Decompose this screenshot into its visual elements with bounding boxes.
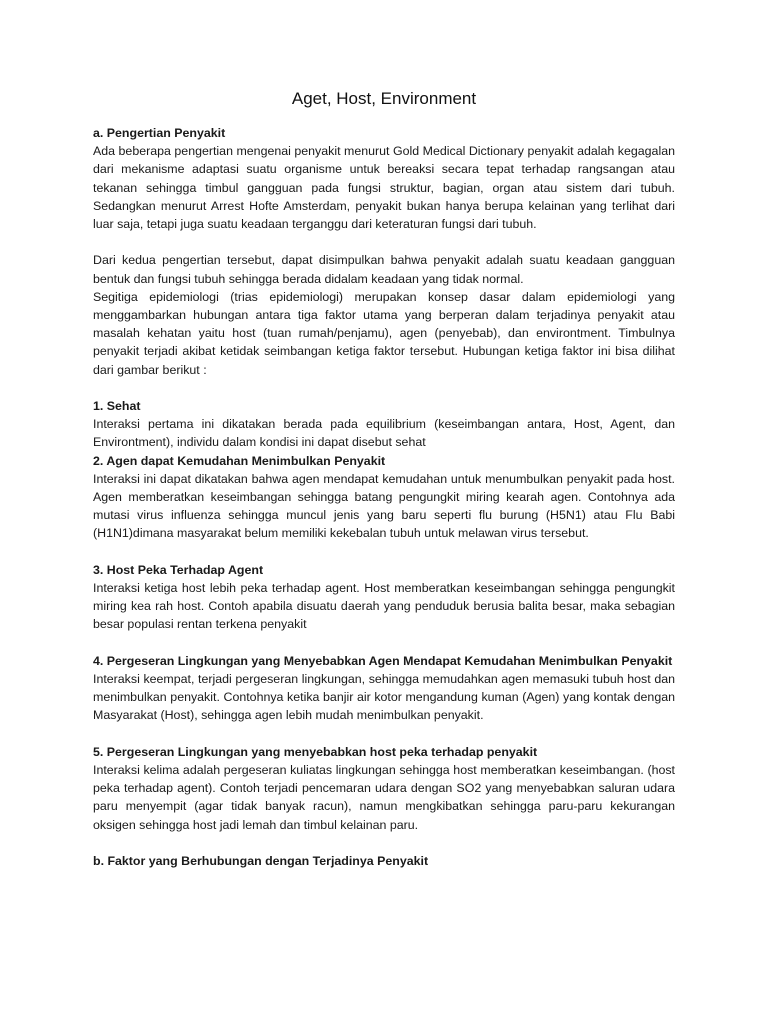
item-1-heading: 1. Sehat [93,399,141,414]
item-2-heading: 2. Agen dapat Kemudahan Menimbulkan Penyakit [93,453,386,468]
item-1-text: Interaksi pertama ini dikatakan berada pada equilibrium (keseimbangan antara, Host, Agent, dan Environtment), individu dalam kondisi ini dapat disebut sehat [93,417,675,450]
paragraph-spacer [93,834,675,852]
section-a-heading: a. Pengertian Penyakit [93,126,226,140]
item-3-heading: 3. Host Peka Terhadap Agent [93,562,264,577]
item-5-text: Interaksi kelima adalah pergeseran kuliatas lingkungan sehingga host memberatkan keseimbangan. (host peka terhadap agent). Contoh terjadi pencemaran udara dengan SO2 yang menyebabkan saluran udara paru menyempit (agar tidak banyak racun), namun mengkibatkan sehingga paru-paru kekurangan oksigen sehingga host jadi lemah dan timbul kelainan paru. [93,763,675,832]
paragraph-spacer [93,233,675,251]
section-a-paragraph-3: Segitiga epidemiologi (trias epidemiologi) merupakan konsep dasar dalam epidemiologi yang menggambarkan hubungan antara tiga faktor utama yang berperan dalam terjadinya penyakit atau masalah kehatan yaitu host (tuan rumah/penjamu), agen (penyebab), dan environtment. Timbulnya penyakit terjadi akibat ketidak seimbangan ketiga faktor tersebut. Hubungan ketiga faktor ini bisa dilihat dari gambar berikut : [93,289,675,377]
section-b-heading: b. Faktor yang Berhubungan dengan Terjadinya Penyakit [93,854,429,869]
paragraph-spacer [93,379,675,397]
item-3-text: Interaksi ketiga host lebih peka terhadap agent. Host memberatkan keseimbangan sehingga pengungkit miring kea rah host. Contoh apabila disuatu daerah yang penduduk berusia balita besar, maka sebagian besar populasi rentan terkena penyakit [93,581,675,632]
section-a-paragraph-2: Dari kedua pengertian tersebut, dapat disimpulkan bahwa penyakit adalah suatu keadaan gangguan bentuk dan fungsi tubuh sehingga berada didalam keadaan yang tidak normal. [93,253,675,286]
document-title: Aget, Host, Environment [291,89,477,108]
item-2-text: Interaksi ini dapat dikatakan bahwa agen mendapat kemudahan untuk menumbulkan penyakit pada host. Agen memberatkan keseimbangan sehingga batang pengungkit miring kearah agen. Contohnya ada mutasi virus influenza sehingga muncul jenis yang baru seperti flu burung (H5N1) atau Flu Babi (H1N1)dimana masyarakat belum memiliki kekebalan tubuh untuk melawan virus tersebut. [93,471,675,541]
paragraph-spacer [93,725,675,743]
item-5-heading: 5. Pergeseran Lingkungan yang menyebabkan host peka terhadap penyakit [93,744,538,759]
item-4-text: Interaksi keempat, terjadi pergeseran lingkungan, sehingga memudahkan agen memasuki tubuh host dan menimbulkan penyakit. Contohnya ketika banjir air kotor mengandung kuman (Agen) yang kontak dengan Masyarakat (Host), sehingga agen lebih mudah menimbulkan penyakit. [93,672,675,723]
section-a-paragraph-1: Ada beberapa pengertian mengenai penyakit menurut Gold Medical Dictionary penyakit adalah kegagalan dari mekanisme adaptasi suatu organisme untuk bereaksi secara tepat terhadap rangsangan atau tekanan sehingga timbul gangguan pada fungsi struktur, bagian, organ atau sistem dari tubuh. Sedangkan menurut Arrest Hofte Amsterdam, penyakit bukan hanya berupa kelainan yang terlihat dari luar saja, tetapi juga suatu keadaan terganggu dari keteraturan fungsi dari tubuh. [93,144,675,232]
paragraph-spacer [93,543,675,561]
item-4-heading: 4. Pergeseran Lingkungan yang Menyebabkan Agen Mendapat Kemudahan Menimbulkan Penyakit [93,653,673,668]
paragraph-spacer [93,634,675,652]
document-body [93,124,675,870]
